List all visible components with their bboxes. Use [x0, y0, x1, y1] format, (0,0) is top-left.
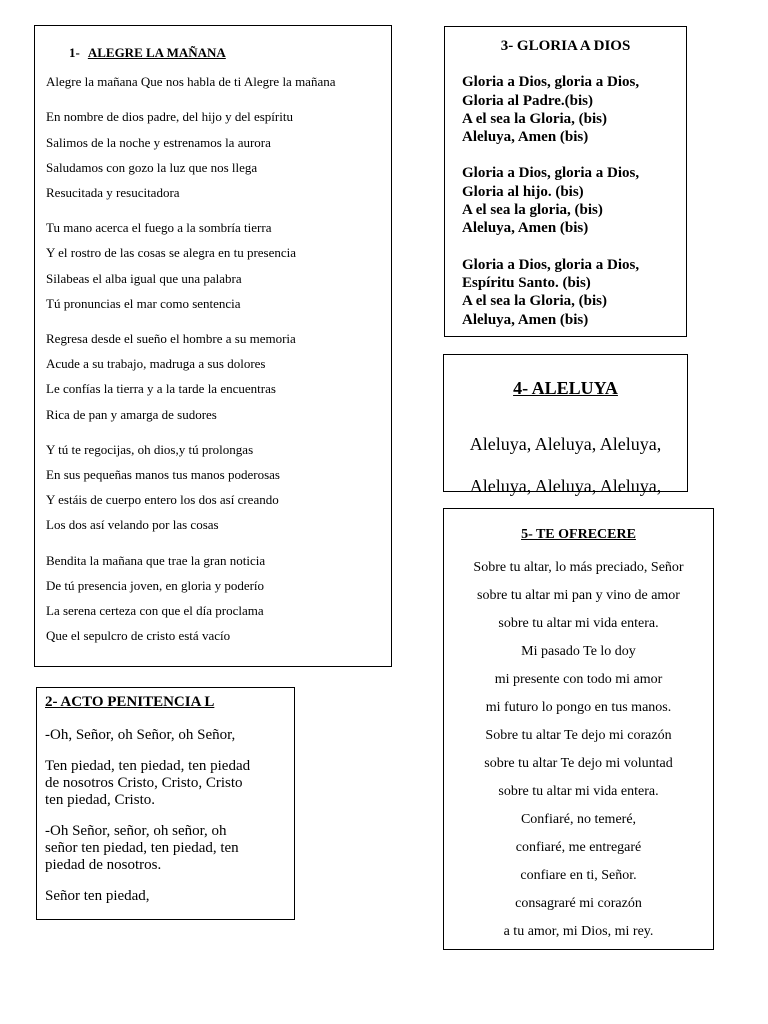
lyric-line: Aleluya, Aleluya, Aleluya, — [469, 434, 662, 454]
lyric-line: mi futuro lo pongo en tus manos. — [485, 700, 672, 715]
stanza — [46, 69, 391, 94]
song-title: 5- TE OFRECERE — [521, 527, 636, 542]
lyric-line: de nosotros Cristo, Cristo, Cristo — [45, 775, 243, 791]
lyric-line: consagraré mi corazón — [515, 896, 642, 911]
song-title: 4- ALELUYA — [513, 378, 618, 398]
stanza — [45, 727, 294, 744]
lyric-line: confiaré, me entregaré — [515, 840, 642, 855]
lyric-line: Espíritu Santo. (bis) — [462, 274, 591, 291]
lyric-line: A el sea la gloria, (bis) — [462, 202, 603, 219]
song-title: 3- GLORIA A DIOS — [500, 38, 631, 54]
lyric-line: Que el sepulcro de cristo está vacío — [46, 628, 231, 644]
lyric-line: Regresa desde el sueño el hombre a su memoria — [46, 331, 296, 347]
lyric-line: De tú presencia joven, en gloria y poderío — [46, 577, 265, 593]
lyric-line: Aleluya, Amen (bis) — [462, 129, 589, 146]
stanza — [45, 758, 294, 809]
stanza — [46, 215, 391, 316]
lyric-line: Aleluya, Aleluya, Aleluya, — [469, 476, 662, 496]
lyric-line: Ten piedad, ten piedad, ten piedad — [45, 758, 251, 774]
lyric-line: a tu amor, mi Dios, mi rey. — [503, 924, 654, 939]
stanza — [46, 326, 391, 427]
song-box-te-ofrecere — [443, 508, 714, 950]
lyric-line: Gloria al hijo. (bis) — [462, 183, 584, 200]
stanza — [46, 437, 391, 538]
lyric-line: Resucitada y resucitadora — [46, 185, 180, 201]
lyric-line: Saludamos con gozo la luz que nos llega — [46, 159, 258, 175]
lyric-line: sobre tu altar Te dejo mi voluntad — [484, 756, 673, 771]
lyric-line: sobre tu altar mi vida entera. — [498, 784, 659, 799]
lyric-line: señor ten piedad, ten piedad, ten — [45, 840, 239, 856]
lyric-line: -Oh Señor, señor, oh señor, oh — [45, 823, 227, 839]
lyric-line: Y el rostro de las cosas se alegra en tu presencia — [46, 245, 297, 261]
stanza — [45, 888, 294, 905]
lyric-line: A el sea la Gloria, (bis) — [462, 293, 607, 310]
lyric-line: Acude a su trabajo, madruga a sus dolores — [46, 356, 266, 372]
lyric-line: A el sea la Gloria, (bis) — [462, 110, 607, 127]
lyric-line: Tú pronuncias el mar como sentencia — [46, 295, 241, 311]
lyric-line: Y estáis de cuerpo entero los dos así creando — [46, 492, 279, 508]
lyric-line: Los dos así velando por las cosas — [46, 517, 219, 533]
lyric-line: Gloria a Dios, gloria a Dios, — [462, 74, 640, 91]
stanza — [462, 73, 686, 146]
song-title: 2- ACTO PENITENCIA L — [45, 694, 215, 710]
stanza — [462, 164, 686, 237]
lyric-line: Silabeas el alba igual que una palabra — [46, 270, 242, 286]
song-box-gloria-a-dios — [444, 26, 687, 337]
song-box-aleluya — [443, 354, 688, 496]
lyric-line: Aleluya, Amen (bis) — [462, 220, 589, 237]
lyric-line: Rica de pan y amarga de sudores — [46, 406, 217, 422]
lyric-line: En nombre de dios padre, del hijo y del espíritu — [46, 109, 293, 125]
lyric-line: Le confías la tierra y a la tarde la encuentras — [46, 381, 276, 397]
lyric-line: Gloria al Padre.(bis) — [462, 92, 593, 109]
lyric-line: Mi pasado Te lo doy — [521, 644, 636, 659]
lyric-line: Y tú te regocijas, oh dios,y tú prolongas — [46, 441, 254, 457]
lyric-line: Gloria a Dios, gloria a Dios, — [462, 165, 640, 182]
stanza — [46, 104, 391, 205]
lyric-line: piedad de nosotros. — [45, 857, 162, 873]
stanza — [45, 823, 294, 874]
lyric-line: Alegre la mañana Que nos habla de ti Alegre la mañana — [46, 74, 336, 90]
lyric-line: Señor ten piedad, — [45, 888, 150, 904]
lyric-line: sobre tu altar mi vida entera. — [498, 616, 659, 631]
stanza — [462, 256, 686, 329]
song-box-acto-penitencial — [36, 687, 295, 920]
lyric-line: Tu mano acerca el fuego a la sombría tierra — [46, 220, 272, 236]
lyric-line: confiare en ti, Señor. — [520, 868, 637, 883]
lyric-line: Bendita la mañana que trae la gran noticia — [46, 552, 266, 568]
lyric-line: Sobre tu altar, lo más preciado, Señor — [473, 560, 684, 575]
lyric-line: -Oh, Señor, oh Señor, oh Señor, — [45, 727, 236, 743]
lyric-line: En sus pequeñas manos tus manos poderosas — [46, 467, 280, 483]
stanza — [46, 548, 391, 649]
lyric-line: Salimos de la noche y estrenamos la aurora — [46, 134, 271, 150]
song-box-alegre-la-manana — [34, 25, 392, 667]
song-title — [69, 40, 391, 65]
lyric-line: Gloria a Dios, gloria a Dios, — [462, 256, 640, 273]
song-title-text: ALEGRE LA MAÑANA — [87, 45, 226, 60]
lyric-line: ten piedad, Cristo. — [45, 792, 155, 808]
lyric-line: Sobre tu altar Te dejo mi corazón — [485, 728, 672, 743]
lyric-line: sobre tu altar mi pan y vino de amor — [477, 588, 680, 603]
lyric-line: La serena certeza con que el día proclama — [46, 603, 264, 619]
song-number: 1- — [69, 45, 80, 60]
lyric-line: Aleluya, Amen (bis) — [462, 311, 589, 328]
lyric-line: Confiaré, no temeré, — [520, 812, 637, 827]
lyric-line: mi presente con todo mi amor — [494, 672, 663, 687]
